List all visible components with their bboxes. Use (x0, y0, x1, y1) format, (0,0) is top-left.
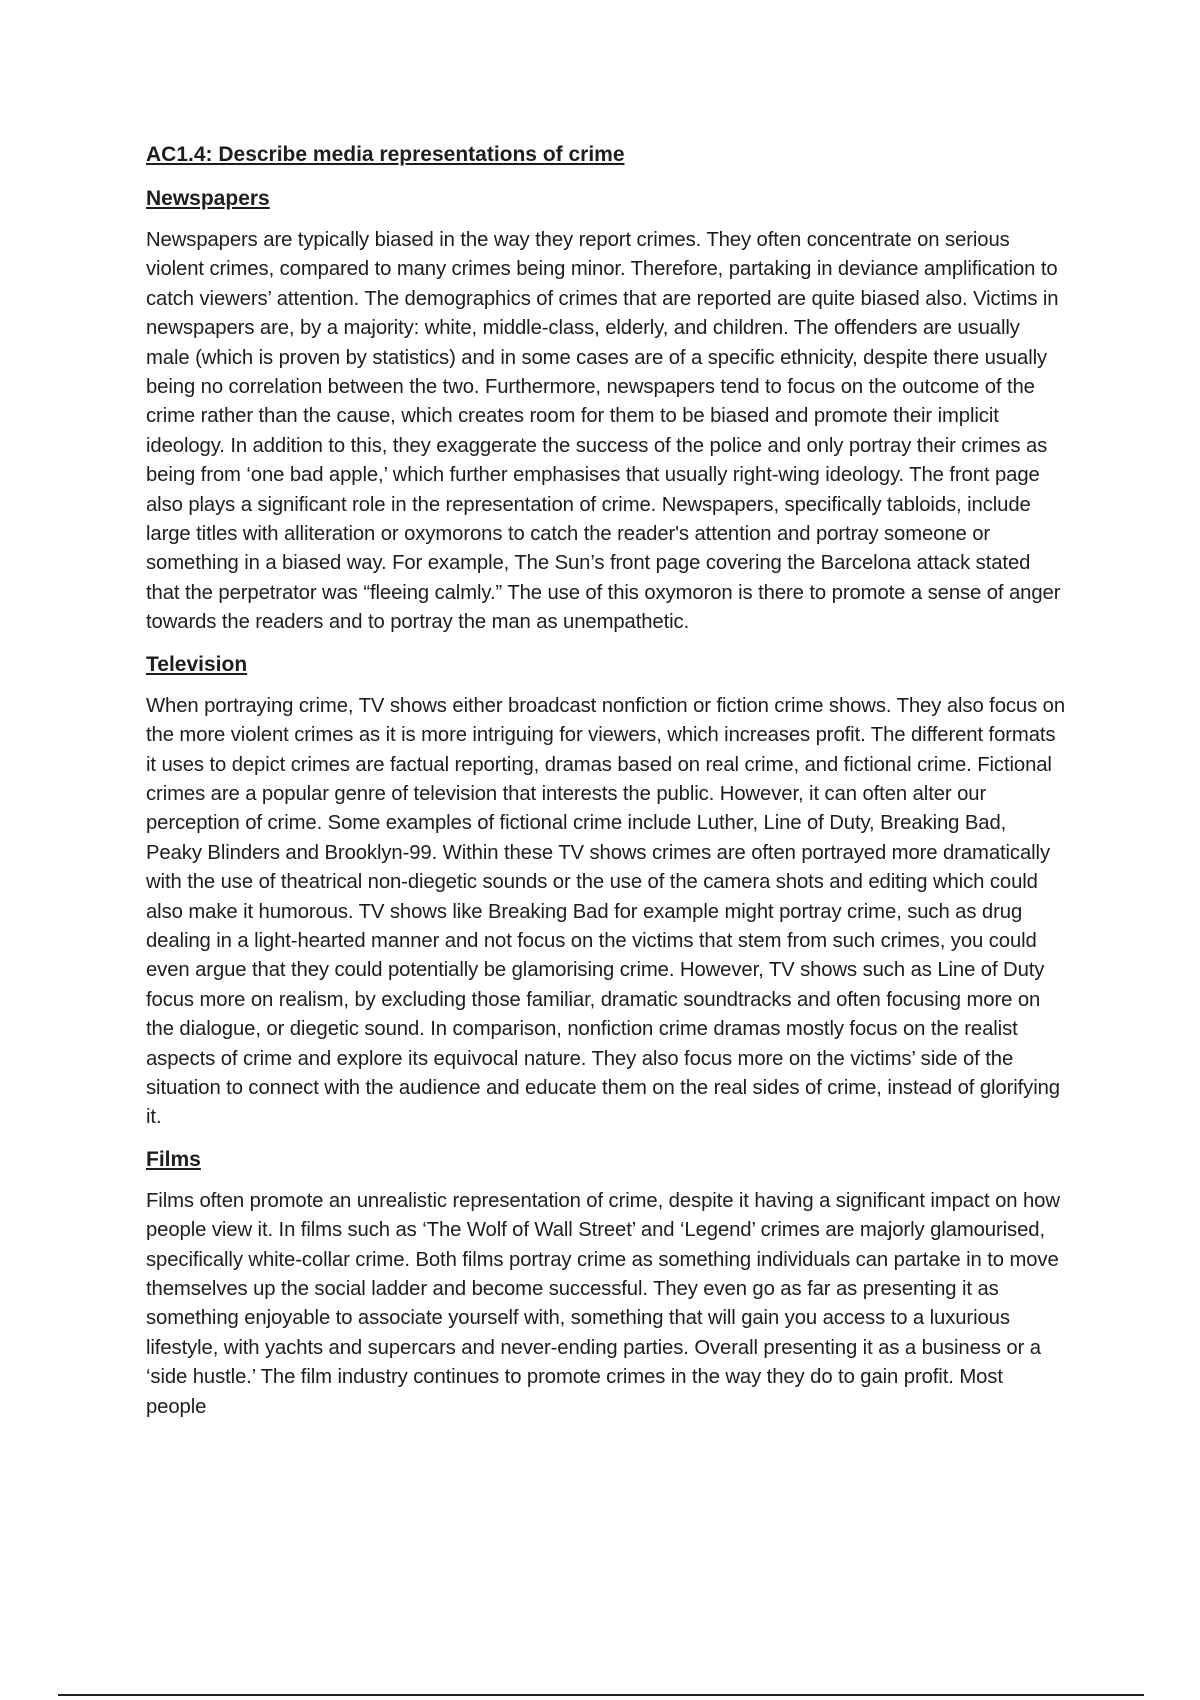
section-newspapers (146, 184, 1066, 638)
section-body-films: Films often promote an unrealistic representation of crime, despite it having a significant impact on how people view it. In films such as ‘The Wolf of Wall Street’ and ‘Legend’ crimes are majorly glamourised, specifically white-collar crime. Both films portray crime as something individuals can partake in to move themselves up the social ladder and become successful. They even go as far as presenting it as something enjoyable to associate yourself with, something that will gain you access to a luxurious lifestyle, with yachts and supercars and never-ending parties. Overall presenting it as a business or a ‘side hustle.’ The film industry continues to promote crimes in the way they do to gain profit. Most people (146, 1189, 1060, 1418)
document-page (146, 140, 1066, 1434)
section-films (146, 1145, 1066, 1422)
section-heading-television: Television (146, 652, 248, 676)
section-television (146, 650, 1066, 1133)
section-heading-films: Films (146, 1147, 201, 1171)
page-bottom-divider (58, 1694, 1144, 1696)
document-title: AC1.4: Describe media representations of crime (146, 143, 625, 166)
section-heading-newspapers: Newspapers (146, 187, 270, 210)
section-body-television: When portraying crime, TV shows either broadcast nonfiction or fiction crime shows. They also focus on the more violent crimes as it is more intriguing for viewers, which increases profit. The different formats it uses to depict crimes are factual reporting, dramas based on real crime, and fictional crime. Fictional crimes are a popular genre of television that interests the public. However, it can often alter our perception of crime. Some examples of fictional crime include Luther, Line of Duty, Breaking Bad, Peaky Blinders and Brooklyn-99. Within these TV shows crimes are often portrayed more dramatically with the use of theatrical non-diegetic sounds or the use of the camera shots and editing which could also make it humorous. TV shows like Breaking Bad for example might portray crime, such as drug dealing in a light-hearted manner and not focus on the victims that stem from such crimes, you could even argue that they could potentially be glamorising crime. However, TV shows such as Line of Duty focus more on realism, by excluding those familiar, dramatic soundtracks and often focusing more on the dialogue, or diegetic sound. In comparison, nonfiction crime dramas mostly focus on the realist aspects of crime and explore its equivocal nature. They also focus more on the victims’ side of the situation to connect with the audience and educate them on the real sides of crime, instead of glorifying it. (146, 694, 1066, 1129)
section-body-newspapers: Newspapers are typically biased in the way they report crimes. They often concentrate on serious violent crimes, compared to many crimes being minor. Therefore, partaking in deviance amplification to catch viewers’ attention. The demographics of crimes that are reported are quite biased also. Victims in newspapers are, by a majority: white, middle-class, elderly, and children. The offenders are usually male (which is proven by statistics) and in some cases are of a specific ethnicity, despite there usually being no correlation between the two. Furthermore, newspapers tend to focus on the outcome of the crime rather than the cause, which creates room for them to be biased and promote their implicit ideology. In addition to this, they exaggerate the success of the police and only portray their crimes as being from ‘one bad apple,’ which further emphasises that usually right-wing ideology. The front page also plays a significant role in the representation of crime. Newspapers, specifically tabloids, include large titles with alliteration or oxymorons to catch the reader's attention and portray someone or something in a biased way. For example, The Sun’s front page covering the Barcelona attack stated that the perpetrator was “fleeing calmly.” The use of this oxymoron is there to promote a sense of anger towards the readers and to portray the man as unempathetic. (146, 229, 1061, 634)
